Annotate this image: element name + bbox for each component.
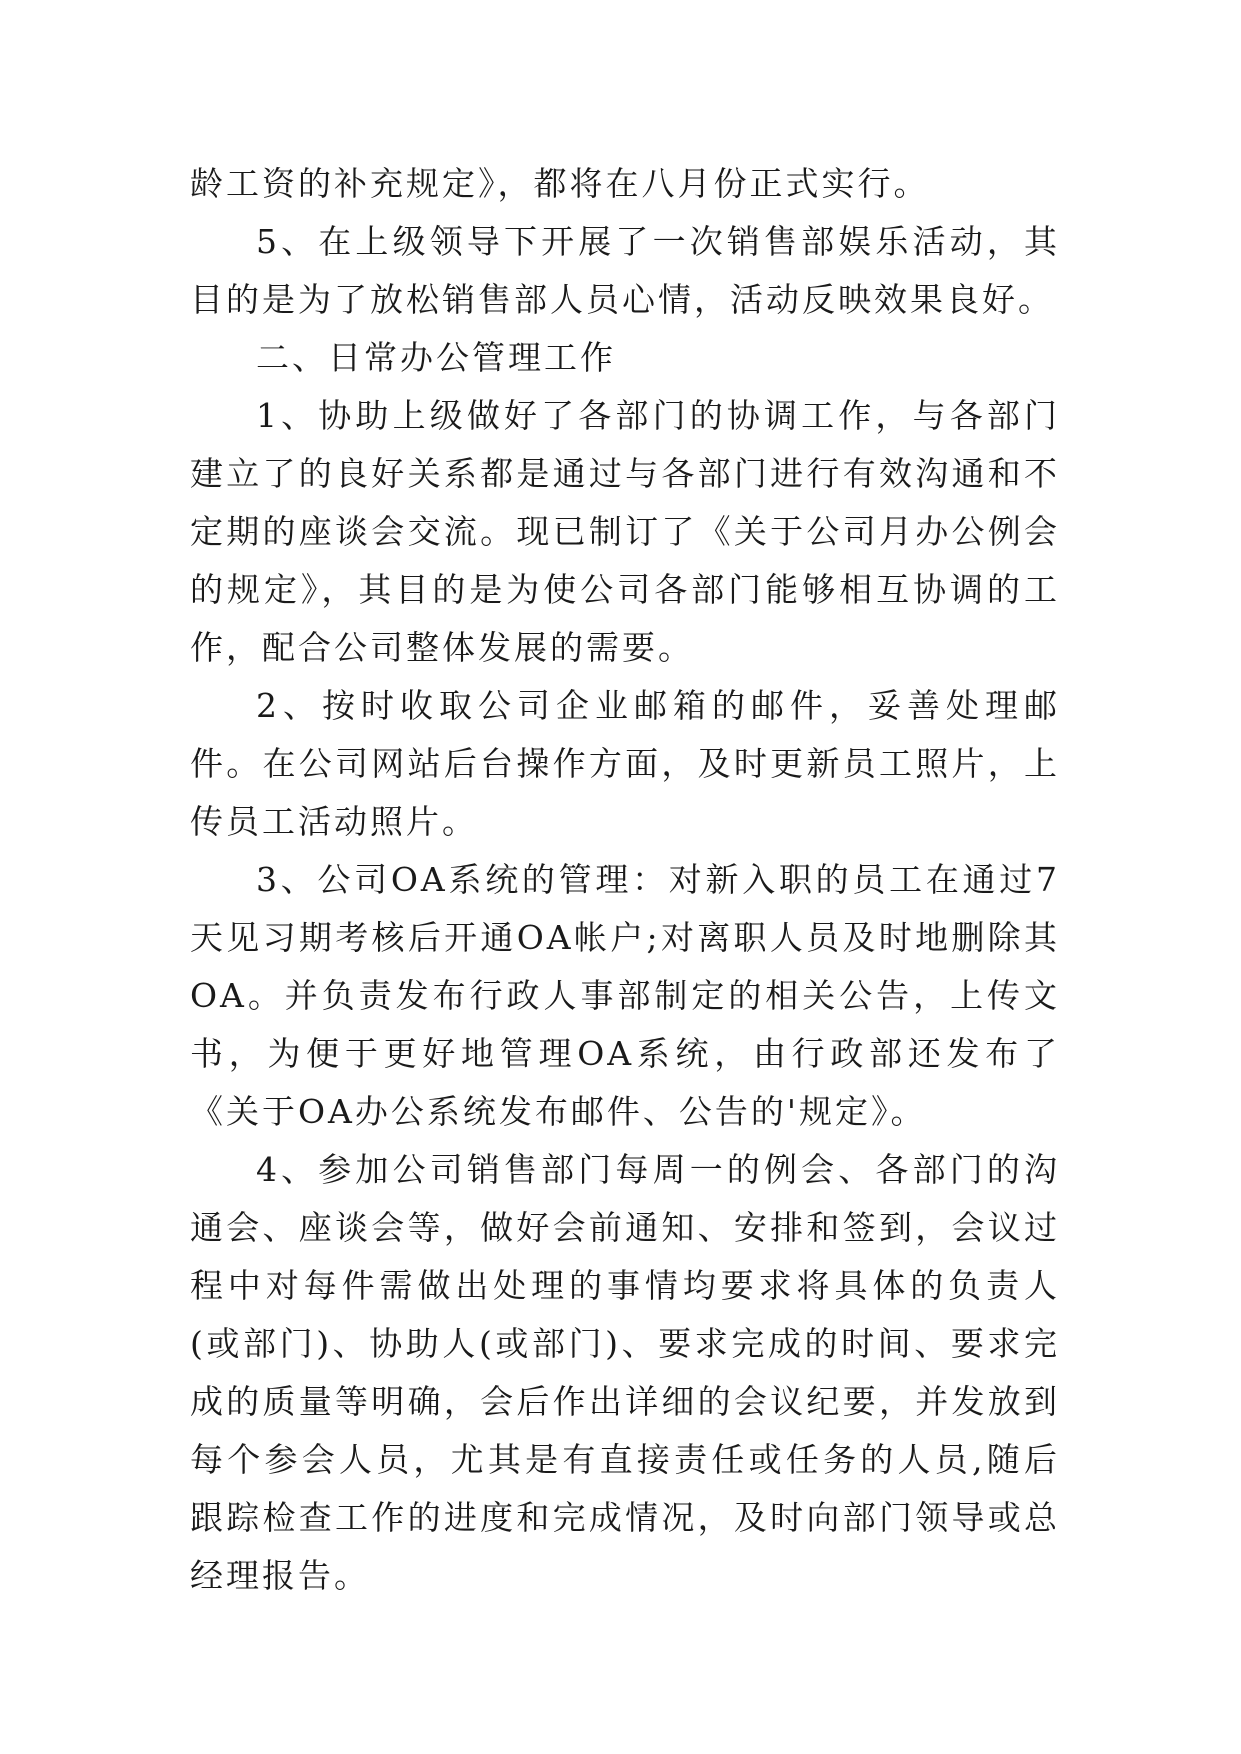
paragraph-continuation: 龄工资的补充规定》，都将在八月份正式实行。	[190, 164, 930, 203]
paragraph-item-2: 2、按时收取公司企业邮箱的邮件，妥善处理邮件。在公司网站后台操作方面，及时更新员工照片，上传员工活动照片。	[190, 686, 1060, 841]
paragraph-item-5: 5、在上级领导下开展了一次销售部娱乐活动，其目的是为了放松销售部人员心情，活动反映效果良好。	[190, 222, 1060, 319]
section-heading: 二、日常办公管理工作	[256, 338, 616, 377]
paragraph-item-1: 1、协助上级做好了各部门的协调工作，与各部门建立了的良好关系都是通过与各部门进行有效沟通和不定期的座谈会交流。现已制订了《关于公司月办公例会的规定》，其目的是为使公司各部门能够相互协调的工作，配合公司整体发展的需要。	[190, 396, 1060, 667]
paragraph-item-4: 4、参加公司销售部门每周一的例会、各部门的沟通会、座谈会等，做好会前通知、安排和签到，会议过程中对每件需做出处理的事情均要求将具体的负责人(或部门)、协助人(或部门)、要求完成的时间、要求完成的质量等明确，会后作出详细的会议纪要，并发放到每个参会人员，尤其是有直接责任或任务的人员,随后跟踪检查工作的进度和完成情况，及时向部门领导或总经理报告。	[190, 1150, 1060, 1595]
paragraph-item-3: 3、公司OA系统的管理：对新入职的员工在通过7天见习期考核后开通OA帐户;对离职人员及时地删除其OA。并负责发布行政人事部制定的相关公告，上传文书，为便于更好地管理OA系统，由行政部还发布了《关于OA办公系统发布邮件、公告的'规定》。	[190, 860, 1060, 1131]
document-body	[190, 155, 1060, 1605]
